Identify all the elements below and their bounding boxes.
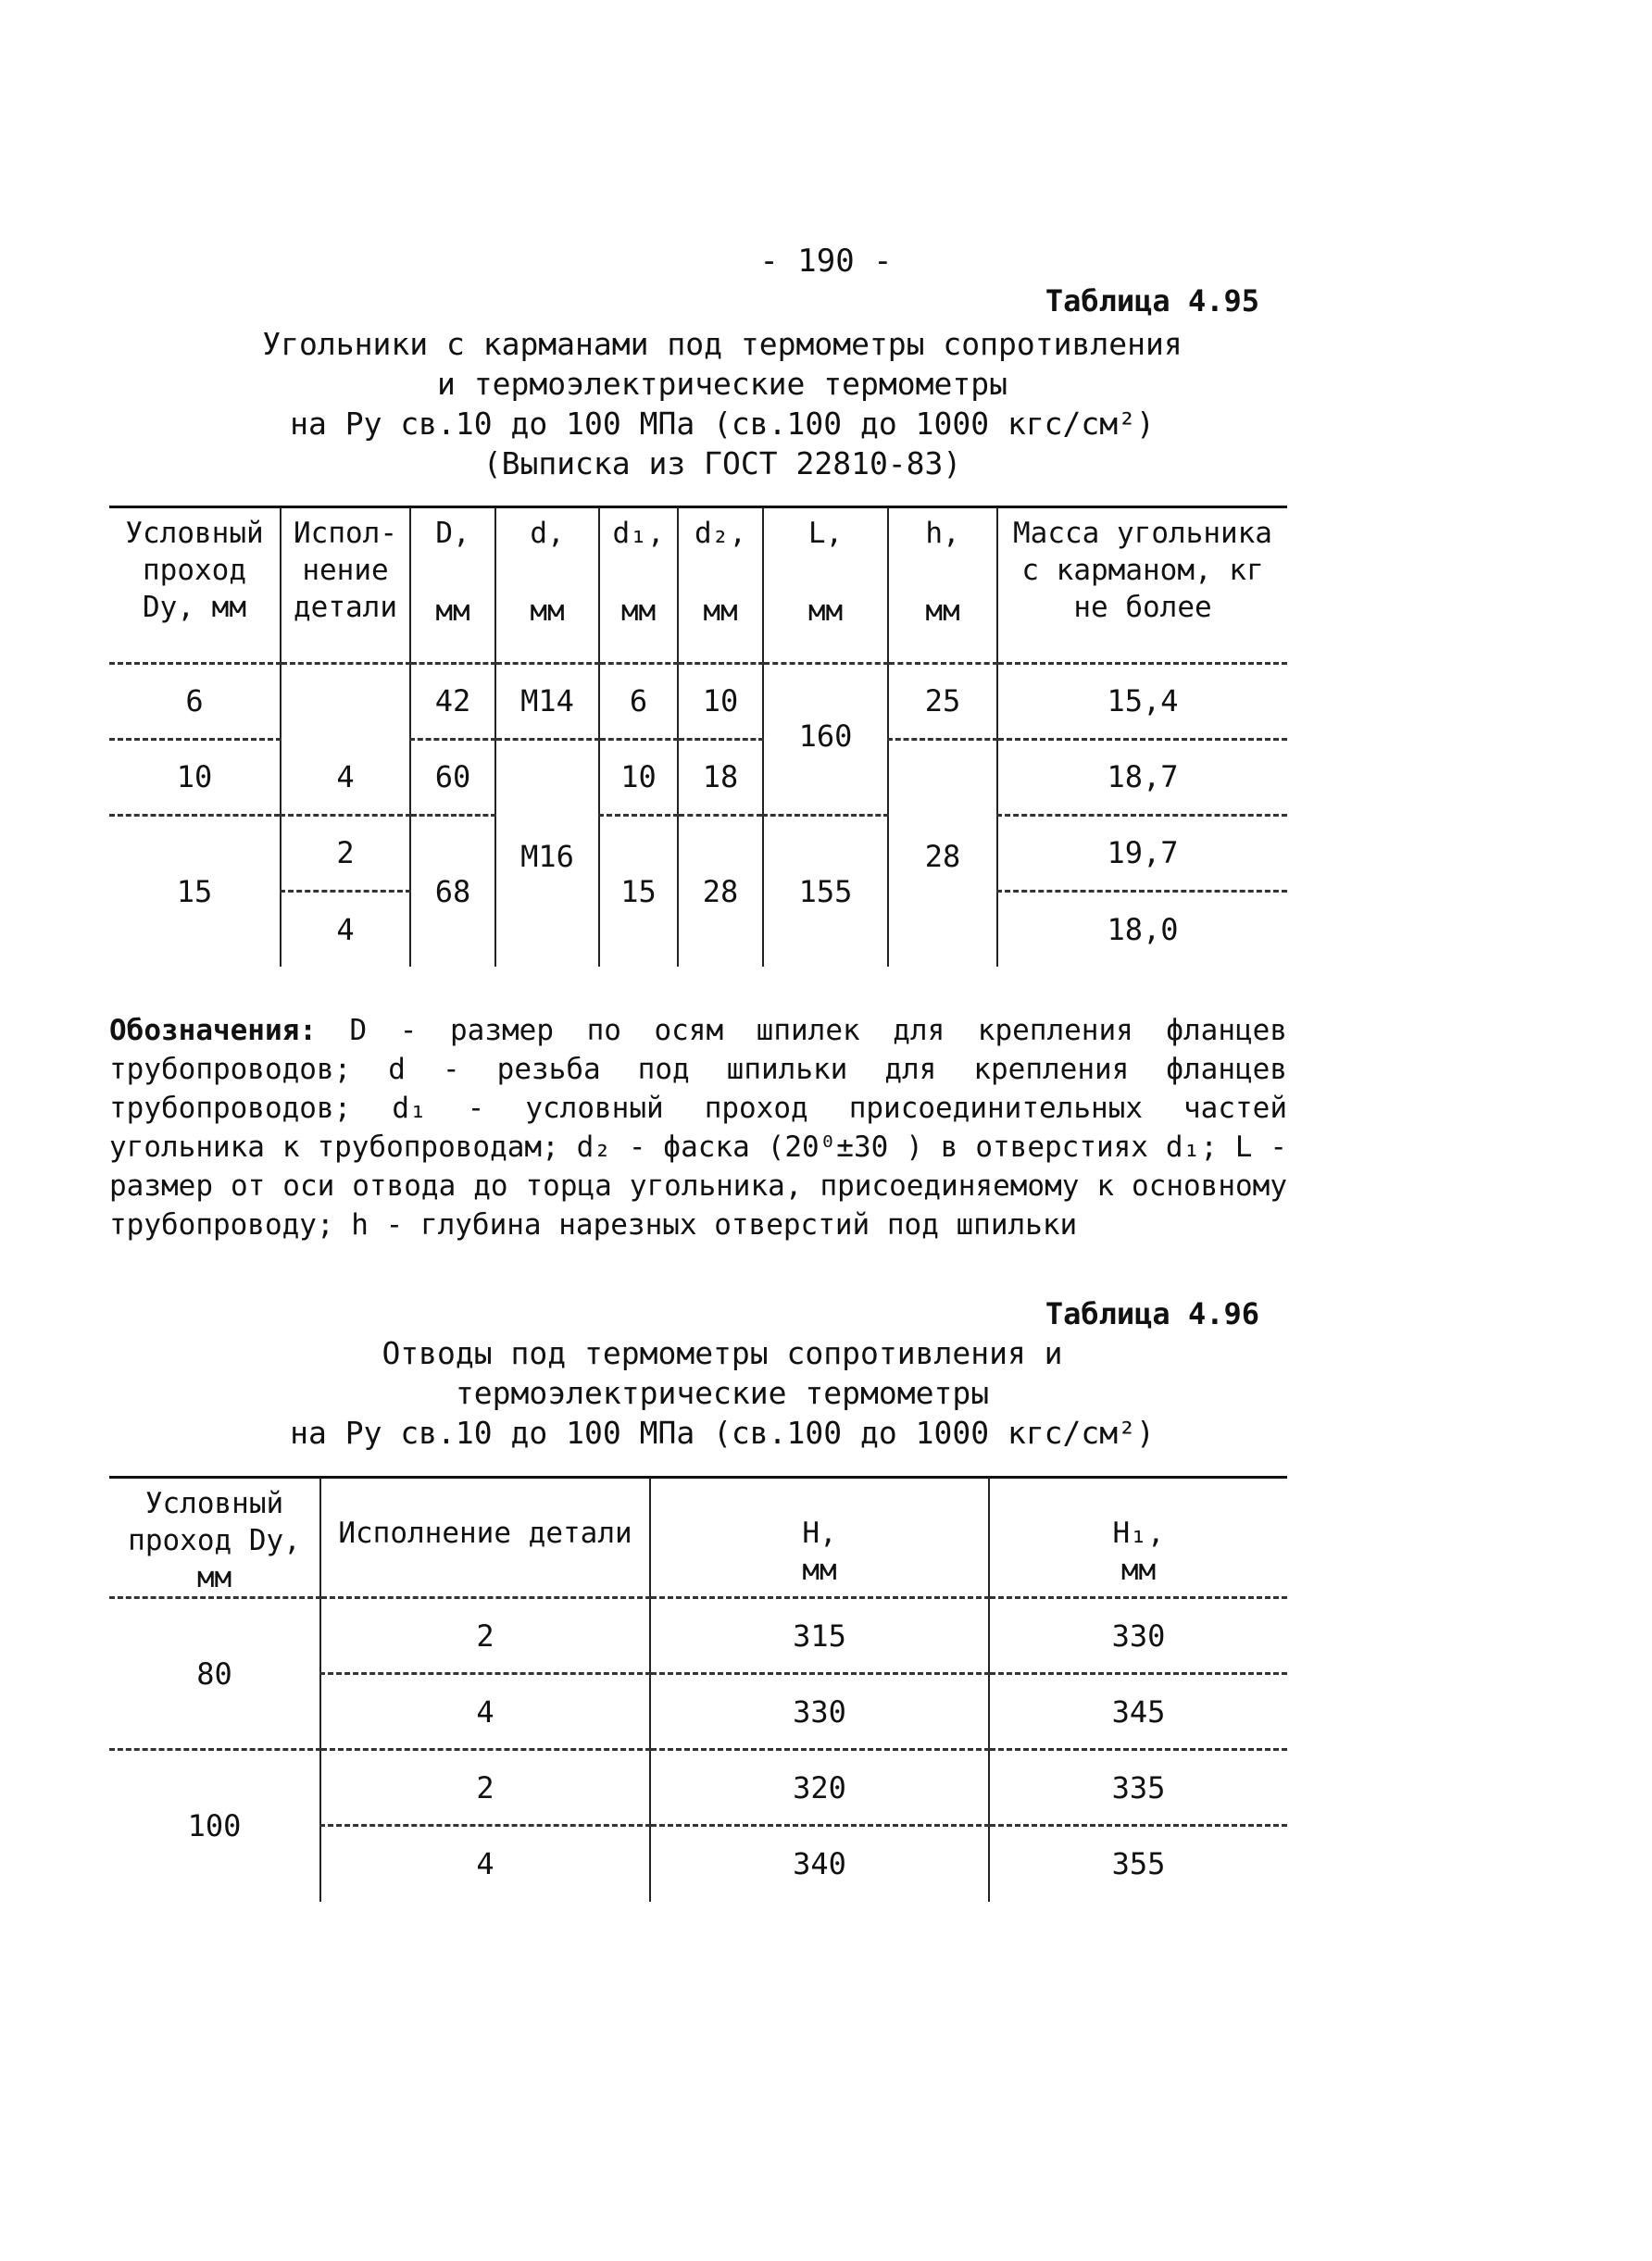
table-row (109, 1750, 1287, 1826)
cell-H: 315 (650, 1598, 989, 1674)
cell-d: М14 (495, 663, 599, 739)
table1-title-line: на Ру св.10 до 100 МПа (св.100 до 1000 кгс/см²) (290, 406, 1155, 442)
cell-L: 160 (763, 663, 888, 815)
cell-d1: 10 (599, 739, 678, 815)
cell-D: 42 (410, 663, 495, 739)
cell-h: 25 (888, 663, 997, 739)
header-L (763, 507, 888, 663)
table1-title-line: и термоэлектрические термометры (437, 366, 1007, 402)
cell-d: М16 (495, 739, 599, 891)
header-D (410, 507, 495, 663)
cell-dy: 100 (187, 1808, 242, 1844)
header-mass: Масса угольника с карманом, кг не более (997, 507, 1287, 663)
header-H-symbol: Н, (802, 1517, 837, 1550)
cell-h: 28 (888, 739, 997, 891)
table1 (109, 507, 1287, 967)
cell-mass: 15,4 (997, 663, 1287, 739)
header-h-symbol: h, (925, 517, 960, 550)
cell-d2: 28 (678, 815, 763, 967)
cell-dy: 15 (176, 873, 213, 909)
table1-label: Таблица 4.95 (1045, 283, 1259, 319)
cell-h (888, 891, 997, 967)
header-h (888, 507, 997, 663)
notes-text: D - размер по осям шпилек для крепления фланцев трубопроводов; d - резьба под шпильки для крепления фланцев трубопроводов; d₁ - условный проход присоединительных частей угольника к трубопроводам; d₂ - фаска (20⁰±30 ) в отверстиях d₁; L - размер от оси отвода до торца угольника, присоединяемому к основному трубопроводу; h - глубина нарезных отверстий под шпильки (109, 1014, 1287, 1242)
table2-title (148, 1333, 1296, 1453)
cell-isp: 4 (320, 1674, 650, 1750)
table2-title-line: термоэлектрические термометры (455, 1375, 990, 1411)
header-d1 (599, 507, 678, 663)
table2-label: Таблица 4.96 (1045, 1296, 1259, 1331)
cell-isp: 2 (320, 1598, 650, 1674)
table-row (109, 663, 1287, 739)
header-d (495, 507, 599, 663)
header-H1-symbol: Н₁, (1112, 1517, 1165, 1550)
cell-mass: 18,7 (997, 739, 1287, 815)
cell-isp: 4 (320, 1826, 650, 1902)
cell-d1: 15 (599, 815, 678, 967)
cell-dy: 10 (109, 739, 281, 815)
cell-D: 68 (410, 815, 495, 967)
header-d1-symbol: d₁, (612, 517, 665, 550)
header-H (650, 1478, 989, 1598)
table1-header-row (109, 507, 1287, 663)
cell-isp: 2 (320, 1750, 650, 1826)
header-H-unit: мм (802, 1554, 837, 1587)
table2-title-line: Отводы под термометры сопротивления и (382, 1335, 1063, 1371)
cell-isp-value: 4 (336, 759, 355, 794)
cell-H: 340 (650, 1826, 989, 1902)
cell-isp (281, 663, 410, 815)
cell-isp: 4 (281, 891, 410, 967)
cell-dy: 6 (109, 663, 281, 739)
table1-title (148, 324, 1296, 483)
header-L-symbol: L, (807, 517, 844, 550)
cell-L: 155 (763, 815, 888, 967)
table2-title-line: на Ру св.10 до 100 МПа (св.100 до 1000 кгс/см²) (290, 1415, 1155, 1451)
table1-title-line: (Выписка из ГОСТ 22810-83) (482, 445, 962, 481)
cell-H: 320 (650, 1750, 989, 1826)
header-dy: Условный проход Dy, мм (109, 1478, 320, 1598)
table2-header-row (109, 1478, 1287, 1598)
header-D-unit: мм (435, 594, 470, 628)
page-number: - 190 - (759, 243, 893, 280)
header-h-unit: мм (925, 594, 960, 628)
cell-d (495, 891, 599, 967)
cell-isp: 2 (281, 815, 410, 891)
header-d-symbol: d, (530, 517, 565, 550)
header-L-unit: мм (807, 594, 844, 628)
table2 (109, 1478, 1287, 1902)
table-row (109, 1598, 1287, 1674)
cell-H1: 330 (989, 1598, 1287, 1674)
header-H1 (989, 1478, 1287, 1598)
cell-H1: 355 (989, 1826, 1287, 1902)
cell-d2: 18 (678, 739, 763, 815)
cell-mass: 18,0 (997, 891, 1287, 967)
notes-lead: Обозначения: (109, 1014, 317, 1047)
header-d-unit: мм (530, 594, 565, 628)
header-isp: Исполнение детали (320, 1478, 650, 1598)
header-dy: Условный проход Dy, мм (109, 507, 281, 663)
header-isp: Испол- нение детали (281, 507, 410, 663)
header-d2-unit: мм (703, 594, 738, 628)
header-d2 (678, 507, 763, 663)
cell-d1: 6 (599, 663, 678, 739)
cell-H: 330 (650, 1674, 989, 1750)
cell-H1: 345 (989, 1674, 1287, 1750)
header-d1-unit: мм (620, 594, 657, 628)
table1-notes (109, 1011, 1287, 1244)
header-D-symbol: D, (435, 517, 470, 550)
cell-mass: 19,7 (997, 815, 1287, 891)
table-row (109, 815, 1287, 891)
cell-d2: 10 (678, 663, 763, 739)
cell-dy: 80 (109, 1598, 320, 1750)
table1-title-line: Угольники с карманами под термометры сопротивления (262, 326, 1183, 362)
header-d2-symbol: d₂, (695, 517, 746, 550)
cell-D: 60 (410, 739, 495, 815)
header-H1-unit: мм (1120, 1554, 1157, 1587)
cell-H1: 335 (989, 1750, 1287, 1826)
